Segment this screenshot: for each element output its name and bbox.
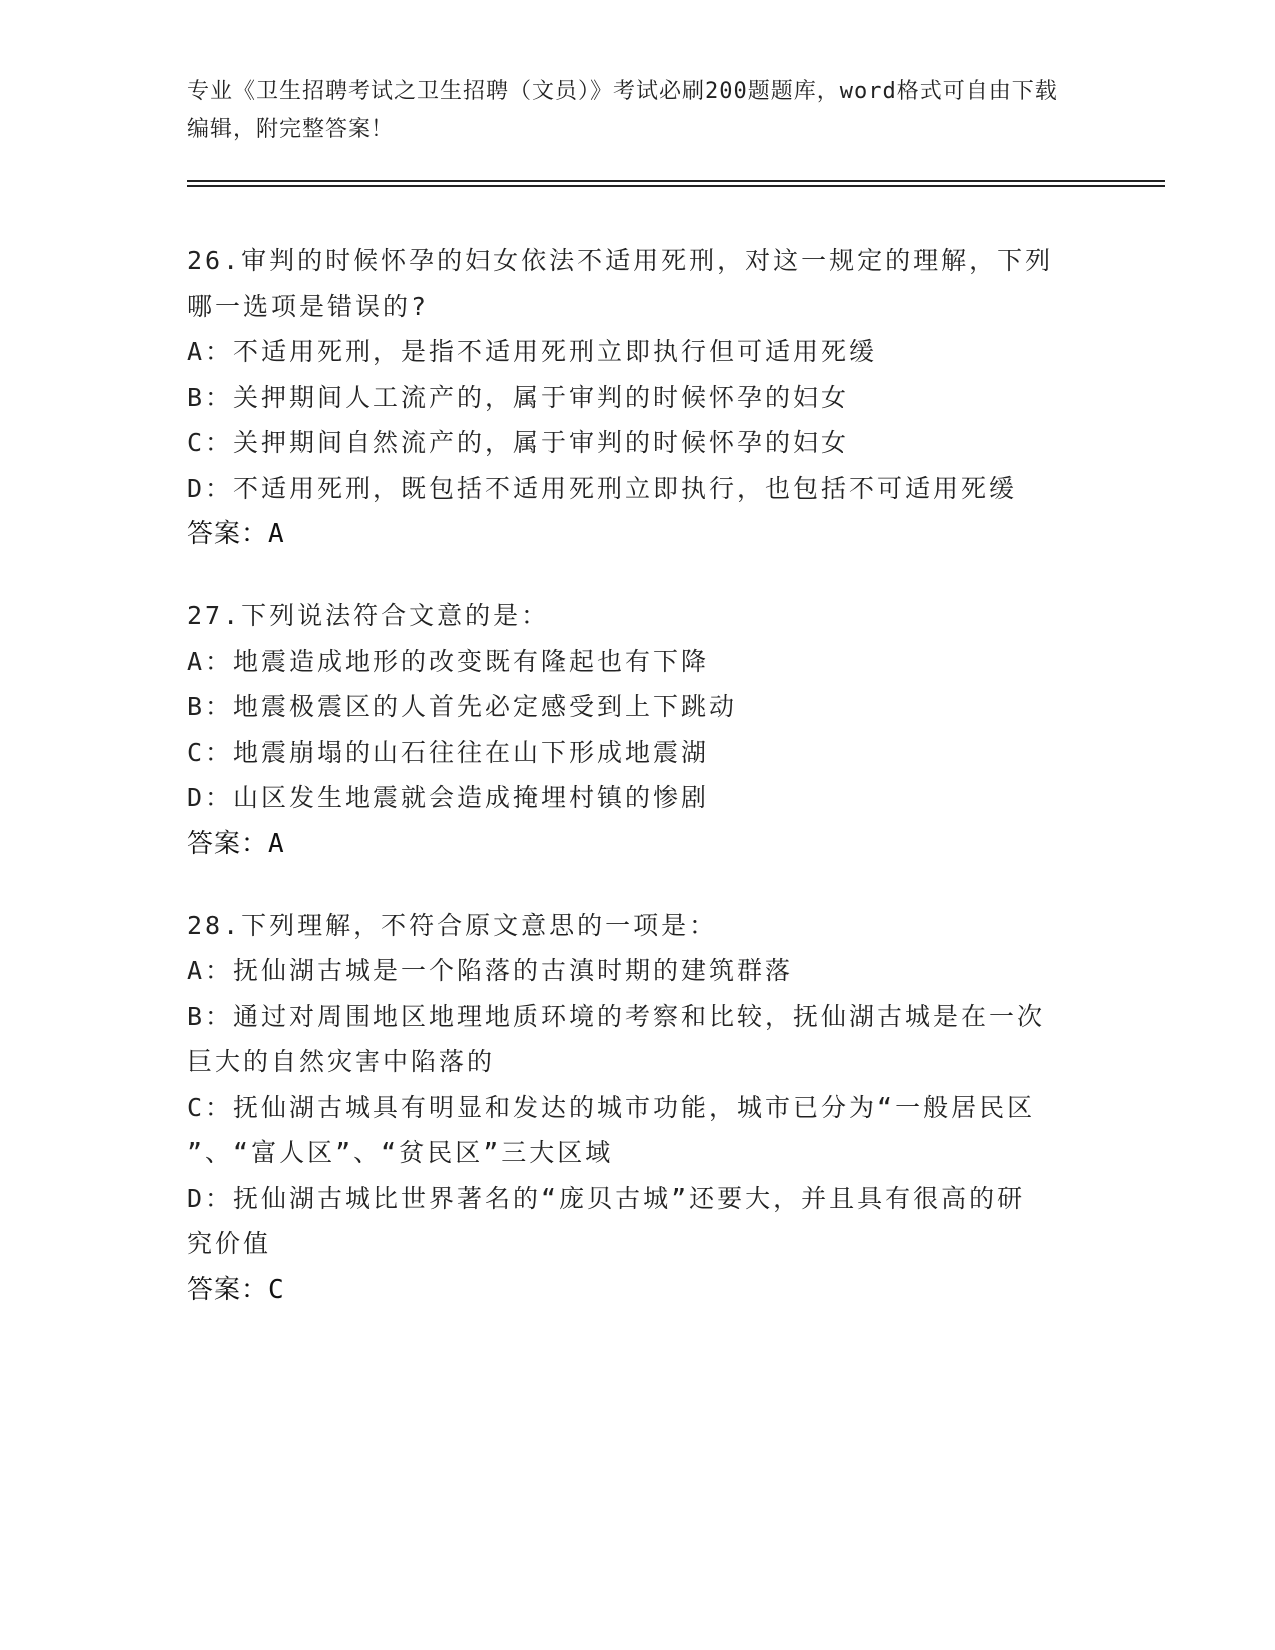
- option-b-continued: 巨大的自然灾害中陷落的: [187, 1047, 496, 1076]
- answer-line: [187, 821, 1087, 867]
- option-c-continued: ”、“富人区”、“贫民区”三大区域: [187, 1138, 614, 1167]
- header-divider-bottom: [187, 185, 1165, 187]
- answer-value: C: [268, 1274, 285, 1305]
- question-27: [187, 593, 1087, 867]
- option-d: D：不适用死刑，既包括不适用死刑立即执行，也包括不可适用死缓: [187, 473, 1018, 503]
- document-header: [187, 73, 1067, 149]
- option-a: A：抚仙湖古城是一个陷落的古滇时期的建筑群落: [187, 956, 794, 985]
- answer-line: [187, 511, 1087, 557]
- answer-value: A: [268, 519, 285, 549]
- question-26: [187, 238, 1087, 557]
- option-a: A：地震造成地形的改变既有隆起也有下降: [187, 646, 710, 676]
- option-a: A：不适用死刑，是指不适用死刑立即执行但可适用死缓: [187, 337, 878, 366]
- question-list: [187, 238, 1087, 1349]
- option-c: C：关押期间自然流产的，属于审判的时候怀孕的妇女: [187, 428, 850, 457]
- answer-label: 答案：: [187, 519, 269, 549]
- header-divider-top: [187, 180, 1165, 182]
- question-stem-line: 26.审判的时候怀孕的妇女依法不适用死刑，对这一规定的理解，下列: [187, 246, 1054, 275]
- answer-value: A: [268, 828, 285, 859]
- question-stem-line: 28.下列理解，不符合原文意思的一项是：: [187, 910, 718, 940]
- answer-line: [187, 1267, 1087, 1313]
- option-b: B：关押期间人工流产的，属于审判的时候怀孕的妇女: [187, 382, 850, 412]
- option-d: D：抚仙湖古城比世界著名的“庞贝古城”还要大，并且具有很高的研: [187, 1183, 1026, 1213]
- question-stem-line: 27.下列说法符合文意的是：: [187, 601, 550, 630]
- answer-label: 答案：: [187, 1274, 269, 1305]
- option-d: D：山区发生地震就会造成掩埋村镇的惨剧: [187, 783, 710, 812]
- option-b: B：通过对周围地区地理地质环境的考察和比较，抚仙湖古城是在一次: [187, 1001, 1046, 1031]
- option-b: B：地震极震区的人首先必定感受到上下跳动: [187, 692, 738, 721]
- header-text: 专业《卫生招聘考试之卫生招聘（文员）》考试必刷200题题库，word格式可自由下载编辑，附完整答案！: [187, 79, 1058, 142]
- option-c: C：地震崩塌的山石往往在山下形成地震湖: [187, 737, 710, 767]
- option-d-continued: 究价值: [187, 1229, 272, 1258]
- answer-label: 答案：: [187, 828, 269, 859]
- question-28: [187, 903, 1087, 1313]
- option-c: C：抚仙湖古城具有明显和发达的城市功能，城市已分为“一般居民区: [187, 1092, 1036, 1122]
- question-stem-line: 哪一选项是错误的?: [187, 291, 430, 321]
